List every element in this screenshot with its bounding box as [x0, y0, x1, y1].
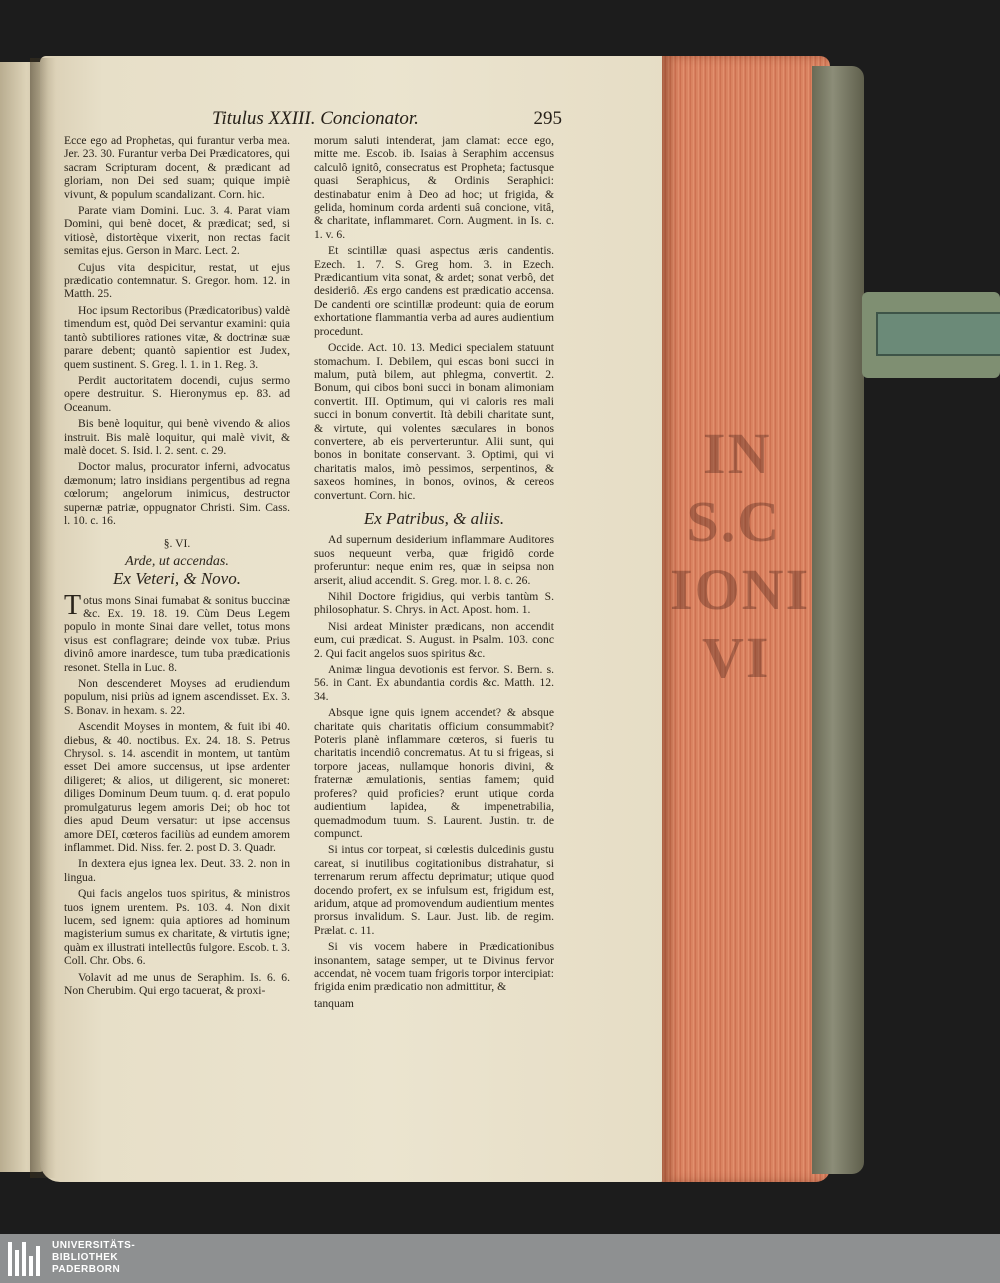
- paragraph: Hoc ipsum Rectoribus (Prædicatoribus) valdè timendum est, quòd Dei servantur examini: quia tantò subtiliores rationes vitæ, & doctrinæ suæ parare debent; quantò sapientior est Judex, quem sustinent. S. Greg. l. 1. in 1. Reg. 3.: [64, 303, 290, 371]
- catchword: tanquam: [314, 996, 354, 1010]
- paragraph: Cujus vita despicitur, restat, ut ejus prædicatio contemnatur. S. Gregor. hom. 12. in Matth. 25.: [64, 260, 290, 301]
- paragraph: Absque igne quis ignem accendet? & absque charitate quis charitatis officium consummabit? Poteris planè inflammare cœteros, si fueris tu charitatis incendiô concrematus. At tu si frigeas, si torpore jaceas, nullamque honoris divini, & fraternæ æmulationis, sentias famem; quid proferes? quid proficies? erunt utique corda audientium lapidea, & impenetrabilia, quemadmodum tuum. S. Laurent. Justin. tr. de compunct.: [314, 706, 554, 840]
- drop-cap: T: [64, 589, 82, 621]
- library-logo-icon: [8, 1242, 44, 1276]
- paragraph: Doctor malus, procurator inferni, advocatus dæmonum; latro insidians pergentibus ad regna cœlorum; angelorum inimicus, destructor supernæ patriæ, oppugnator Christi. Sim. Cass. l. 10. c. 16.: [64, 460, 290, 527]
- paragraph: Si vis vocem habere in Prædicationibus insonantem, satage semper, ut te Divinus fervor accendat, nè vocem tuam frigoris torpor intercipiat: frigida enim prædicatio non admittitur, &: [314, 940, 554, 994]
- paragraph-text: otus mons Sinai fumabat & sonitus buccinæ &c. Ex. 19. 18. 19. Cùm Deus Legem populo in monte Sinai dare vellet, totus mons visus est conflagrare; deinde vox tubæ. Prius divinô amore inardesce, tum tuba prædicationis resonet. Stella in Luc. 8.: [64, 593, 290, 674]
- library-name: [52, 1240, 135, 1276]
- section-heading: Ex Patribus, & aliis.: [363, 508, 505, 528]
- header-title: Titulus XXIII. Concionator.: [212, 108, 419, 129]
- paragraph: Ascendit Moyses in montem, & fuit ibi 40. diebus, & 40. noctibus. Ex. 24. 18. S. Petrus Chrysol. s. 14. ascendit in montem, ut tantùm esset Dei amore succensus, ut ipse ardenter diligeret; & alios, ut diligerent, sic moneret: diliges Dominum Deum tuum. q. d. erat populo promulgaturus legem amoris Dei; ob hoc tot dies apud Deum versatur: ut ipse accensus amore DEI, cœteros faciliùs ad eundem amorem inflammet. Did. Niss. fer. 2. post D. 3. Quadr.: [64, 720, 290, 854]
- library-name-line: BIBLIOTHEK: [52, 1252, 119, 1263]
- paragraph: Bis benè loquitur, qui benè vivendo & alios instruit. Bis malè loquitur, qui malè vivit, & malè docet. S. Isid. l. 2. sent. c. 29.: [64, 417, 290, 457]
- section-heading: Ex Veteri, & Novo.: [113, 569, 241, 589]
- paragraph: Animæ lingua devotionis est fervor. S. Bern. s. 56. in Cant. Ex abundantia cordis &c. Matth. 12. 34.: [314, 663, 554, 703]
- running-header: [212, 108, 562, 132]
- paragraph: Ecce ego ad Prophetas, qui furantur verba mea. Jer. 23. 30. Furantur verba Dei Prædicatores, qui sacram Scripturam docent, & prædicant ad gloriam, non Dei sed suam; quique impiè vivunt, & populum scandalizant. Corn. hic.: [64, 134, 290, 201]
- paragraph: Et scintillæ quasi aspectus æris candentis. Ezech. 1. 7. S. Greg hom. 3. in Ezech. Prædicantium vita sonat, & ardet; sonat verbô, det desideriô. Æs ergo candens est prædicatio accensa. De candenti ore scintillæ prodeunt: quia de eorum exhortatione flammantia verba ad aures audientium procedunt.: [314, 244, 554, 338]
- paragraph: Si intus cor torpeat, si cœlestis dulcedinis gustu careat, si inutilibus cogitationibus distrahatur, si terrenarum rerum affectu deprimatur; utique quod docendo profert, ex se infulsum est, frigidum est, aridum, atque ad promovendum audientium mentes prorsus invalidum. S. Laur. Just. lib. de regim. Prælat. c. 11.: [314, 843, 554, 937]
- section-subtitle: Arde, ut accendas.: [125, 553, 229, 569]
- paragraph: Qui facis angelos tuos spiritus, & ministros tuos ignem urentem. Ps. 103. 4. Non dixit lucem, sed ignem: quia aptiores ad hominum magisterium sumus ex charitate, & virtutis igne; quàm ex illustrati intellectûs fulgore. Escob. t. 3. Coll. Chr. Obs. 6.: [64, 887, 290, 968]
- library-name-line: UNIVERSITÄTS-: [52, 1240, 136, 1251]
- library-footer: [0, 1234, 1000, 1283]
- paragraph: In dextera ejus ignea lex. Deut. 33. 2. non in lingua.: [64, 857, 290, 884]
- page-gutter: [30, 58, 56, 1178]
- paragraph: morum saluti intenderat, jam clamat: ecce ego, mitte me. Escob. ib. Isaias à Seraphim accensus calculô ignitô, consecratus est Propheta; factusque quasi Seraphicus, & Ordinis Seraphici: destinabatur enim à Deo ad hoc; ut frigida, & gelida, hominum corda ardenti suâ concione, vitâ, & charitate, inflammaret. Corn. Augment. in Is. c. 1. v. 6.: [314, 134, 554, 241]
- paragraph: Perdit auctoritatem docendi, cujus sermo opere destruitur. S. Hieronymus ep. 83. ad Oceanum.: [64, 373, 290, 414]
- paragraph: Parate viam Domini. Luc. 3. 4. Parat viam Domini, qui benè docet, & prædicat; sed, si vitiosè, distortèque vixerit, non rectas facit semitas ejus. Gerson in Marc. Lect. 2.: [64, 204, 290, 258]
- paragraph: Ad supernum desiderium inflammare Auditores suos nequeunt verba, quæ frigidô corde proferuntur: neque enim res, quæ in seipsa non arserit, aliud accendit. S. Greg. mor. l. 8. c. 26.: [314, 533, 554, 587]
- paragraph-dropcap: [64, 589, 290, 674]
- paragraph: Nihil Doctore frigidius, qui verbis tantùm S. philosophatur. S. Chrys. in Act. Apost. hom. 1.: [314, 590, 554, 617]
- section-number: §. VI.: [163, 537, 191, 551]
- show-through-letters: IN S.C IONI VI: [670, 421, 811, 690]
- library-name-line: PADERBORN: [52, 1264, 121, 1275]
- paragraph: Occide. Act. 10. 13. Medici specialem statuunt stomachum. I. Debilem, qui escas boni succi in malum, putà bilem, aut phlegma, convertit. 2. Bonum, qui cibos boni succi in bonam alimoniam convertit. III. Optimum, qui vi caloris res mali succi in bonum convertit. Ità debili charitate sunt, & virtute, qui volentes sæculares in bonos convertere, ab eis perverteruntur. Alii sunt, qui bonos in bonitate conservant. 3. Optimi, qui vi charitatis malos, imò pessimos, serpentinos, & saxeos homines, in bonos, ovinos, & cereos convertunt. Corn. hic.: [314, 341, 554, 502]
- right-column: [314, 134, 554, 1013]
- clasp-metal: [876, 312, 1000, 356]
- paragraph: Volavit ad me unus de Seraphim. Is. 6. 6. Non Cherubim. Qui ergo tacuerat, & proxi-: [64, 970, 290, 997]
- paragraph: Nisi ardeat Minister prædicans, non accendit eum, cui prædicat. S. August. in Psalm. 103. conc 2. Qui facit angelos suos spiritus &c.: [314, 619, 554, 660]
- left-column: [64, 134, 290, 1000]
- paragraph: Non descenderet Moyses ad erudiendum populum, nisi priùs ad ignem ascendisset. Ex. 3. S. Bonav. in hexam. s. 22.: [64, 677, 290, 717]
- page-number: 295: [533, 108, 562, 129]
